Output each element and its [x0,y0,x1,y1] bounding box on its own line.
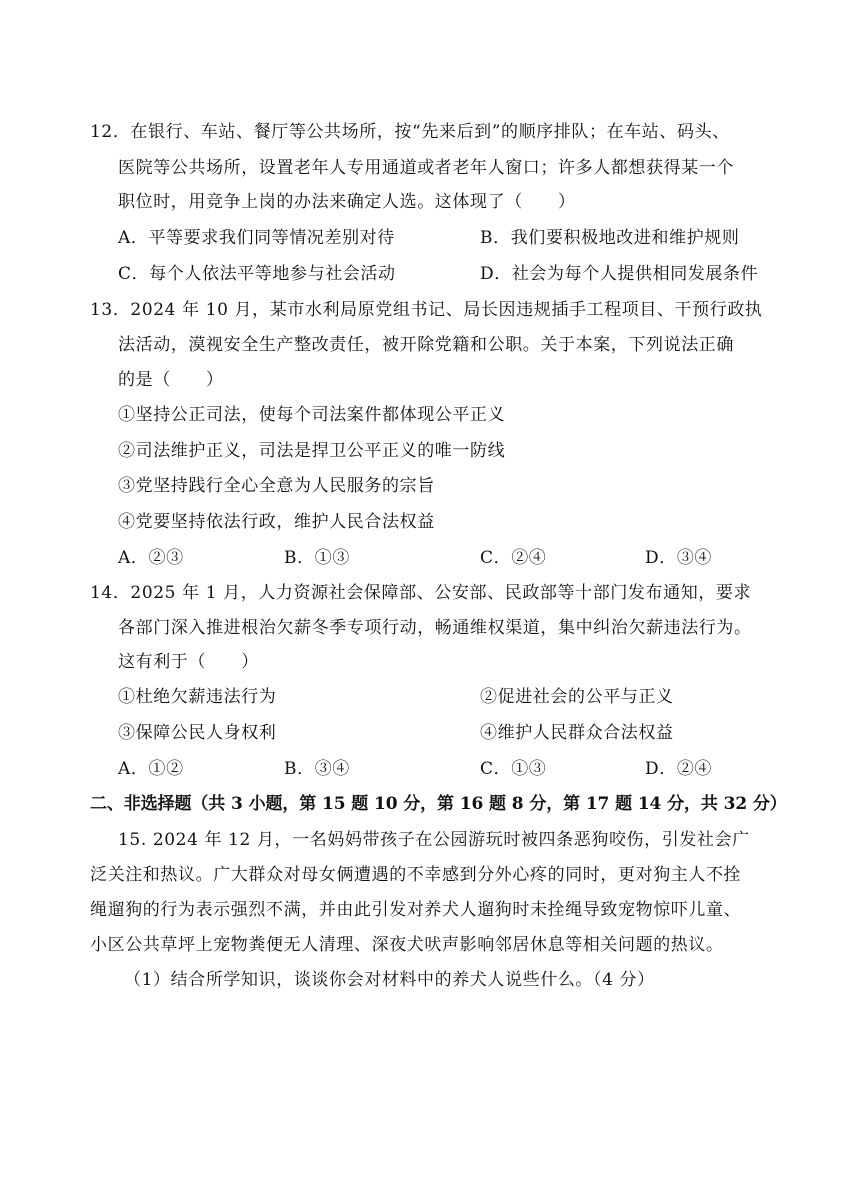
q12-option-a: A．平等要求我们同等情况差别对待 [118,228,395,248]
q12-option-d: D．社会为每个人提供相同发展条件 [480,264,759,284]
q15-material-line-3: 绳遛狗的行为表示强烈不满，并由此引发对养犬人遛狗时未拴绳导致宠物惊吓儿童、 [90,900,742,920]
q12-stem-line-2: 医院等公共场所，设置老年人专用通道或者老年人窗口；许多人都想获得某一个 [118,158,734,178]
q14-statement-1: ①杜绝欠薪违法行为 [118,687,277,707]
q13-statement-4: ④党要坚持依法行政，维护人民合法权益 [118,512,435,532]
q13-option-b: B．①③ [284,548,350,568]
q14-stem-line-3: 这有利于（ ） [118,652,259,672]
q14-statement-3: ③保障公民人身权利 [118,723,277,743]
q14-stem-line-1: 14．2025 年 1 月，人力资源社会保障部、公安部、民政部等十部门发布通知，要求 [90,583,752,603]
q14-statement-4: ④维护人民群众合法权益 [480,723,674,743]
q14-option-d: D．②④ [645,759,713,779]
q13-stem-line-1: 13．2024 年 10 月，某市水利局原党组书记、局长因违规插手工程项目、干预行政执 [90,300,763,320]
q15-material-line-1: 15. 2024 年 12 月，一名妈妈带孩子在公园游玩时被四条恶狗咬伤，引发社会广 [118,830,750,850]
q13-option-d: D．③④ [645,548,713,568]
q13-stem-line-2: 法活动，漠视安全生产整改责任，被开除党籍和公职。关于本案，下列说法正确 [118,335,734,355]
q12-stem-line-1: 12．在银行、车站、餐厅等公共场所，按“先来后到”的顺序排队；在车站、码头、 [90,122,730,142]
q15-material-line-2: 泛关注和热议。广大群众对母女俩遭遇的不幸感到分外心疼的同时，更对狗主人不拴 [90,865,742,885]
q15-material-line-4: 小区公共草坪上宠物粪便无人清理、深夜犬吠声影响邻居休息等相关问题的热议。 [90,935,724,955]
q13-statement-3: ③党坚持践行全心全意为人民服务的宗旨 [118,476,435,496]
q12-stem-line-3: 职位时，用竞争上岗的办法来确定人选。这体现了（ ） [118,192,576,212]
q14-option-a: A．①② [118,759,184,779]
q12-option-c: C．每个人依法平等地参与社会活动 [118,264,396,284]
q14-statement-2: ②促进社会的公平与正义 [480,687,674,707]
q14-option-c: C．①③ [480,759,547,779]
q13-statement-2: ②司法维护正义，司法是捍卫公平正义的唯一防线 [118,441,506,461]
q13-statement-1: ①坚持公正司法，使每个司法案件都体现公平正义 [118,405,506,425]
q13-option-c: C．②④ [480,548,547,568]
q15-subquestion-1: （1）结合所学知识，谈谈你会对材料中的养犬人说些什么。（4 分） [124,970,655,990]
q14-option-b: B．③④ [284,759,350,779]
section-heading: 二、非选择题（共 3 小题，第 15 题 10 分，第 16 题 8 分，第 17 题 14 分，共 32 分） [90,794,787,814]
q13-stem-line-3: 的是（ ） [118,370,224,390]
q12-option-b: B．我们要积极地改进和维护规则 [480,228,740,248]
q14-stem-line-2: 各部门深入推进根治欠薪冬季专项行动，畅通维权渠道，集中纠治欠薪违法行为。 [118,618,752,638]
q13-option-a: A．②③ [118,548,184,568]
